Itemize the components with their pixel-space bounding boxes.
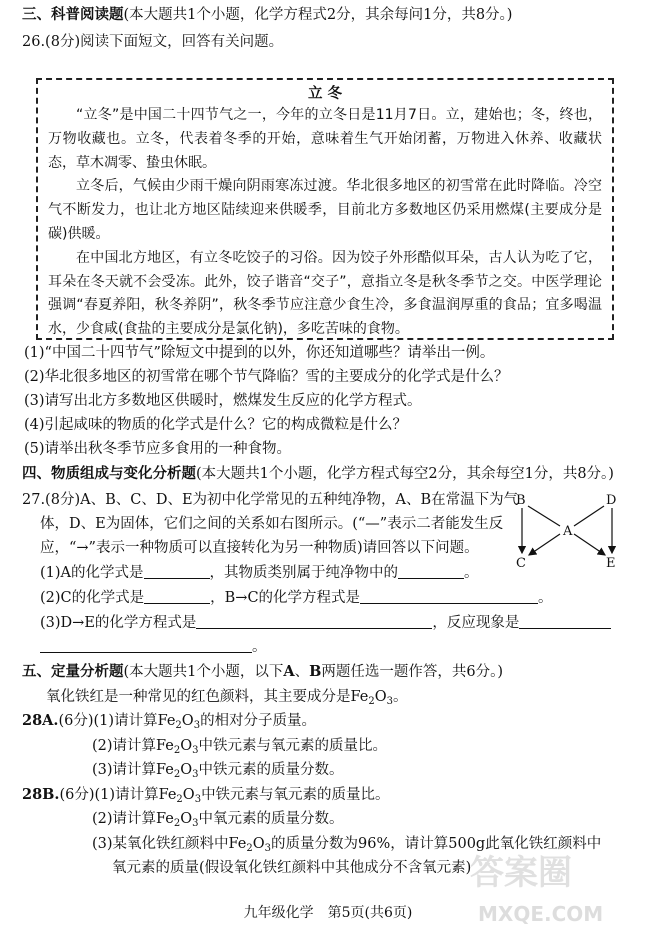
section-5-desc: 、 [294,664,310,680]
q27-part1 [40,564,479,582]
q28-intro [46,688,408,709]
section-5-option-a: A [283,663,295,680]
q28b-part1 [22,786,390,807]
formula-o: O [374,689,387,705]
subscript: 3 [194,794,202,805]
subscript: 3 [193,720,201,731]
q27-part3-text: 。 [252,639,267,655]
subscript: 2 [173,818,181,829]
q28-intro-text: 。 [393,689,408,705]
q28a-number: 28A. [22,712,59,729]
q27-line: 体，D、E为固体，它们之间的关系如右图所示。(“—”表示二者能发生反 [40,516,504,532]
section-4-title: 四、物质组成与变化分析题 [22,465,196,482]
node-D: D [606,493,617,508]
section-5-desc: 两题任选一题作答，共6分。) [321,664,504,680]
answer-blank[interactable] [519,614,611,629]
q27-line: 应，“→”表示一种物质可以直接转化为另一种物质)请回答以下问题。 [40,540,479,556]
section-4-heading [22,465,614,483]
q28a-text: (3)请计算Fe [92,762,174,778]
passage-title: 立 冬 [307,86,343,102]
q27-part3-cont [40,638,267,656]
subscript: 3 [192,745,199,756]
q27-part3-text: ，反应现象是 [432,615,520,631]
section-4-desc: (本大题共1个小题，化学方程式每空2分，其余每空1分，共8分。) [196,466,614,482]
section-5-heading [22,663,503,681]
q28a-text: 中铁元素的质量分数。 [198,762,344,778]
section-3-heading [22,6,512,24]
node-A: A [563,524,573,539]
subscript: 2 [175,720,182,731]
q28-intro-text: 氧化铁红是一种常见的红色颜料，其主要成分是Fe [46,689,369,705]
subscript: 3 [192,818,199,829]
subscript: 2 [246,843,253,854]
formula-o: O [252,836,265,852]
formula-o: O [180,738,193,754]
subscript: 3 [386,696,393,707]
subscript: 2 [368,696,375,707]
q28b-part2 [92,810,344,831]
q28a-part3 [92,761,344,782]
subscript: 2 [173,769,181,780]
answer-blank[interactable] [196,614,432,629]
formula-o: O [180,762,193,778]
q26-question: (3)请写出北方多数地区供暖时，燃煤发生反应的化学方程式。 [24,393,422,409]
subscript: 2 [176,794,183,805]
q28a-text: (6分)(1)请计算Fe [58,713,176,729]
reading-passage-box [36,78,614,340]
answer-blank[interactable] [360,589,538,604]
formula-o: O [181,713,194,729]
q26-head: 26.(8分)阅读下面短文，回答有关问题。 [22,34,284,50]
q28a-text: 的相对分子质量。 [200,713,317,729]
answer-blank[interactable] [144,564,210,579]
watermark-logo: 答案圈 [470,853,572,893]
section-5-desc: (本大题共1个小题，以下 [123,664,284,680]
section-3-desc: (本大题共1个小题，化学方程式2分，其余每问1分，共8分。) [123,7,513,23]
q28a-part1 [22,712,316,733]
q26-question: (5)请举出秋冬季节应多食用的一种食物。 [24,441,292,457]
passage-paragraph: “立冬”是中国二十四节气之一，今年的立冬日是11月7日。立，建始也；冬，终也，万物收藏也。立冬，代表着冬季的开始，意味着生气开始闭蓄，万物进入休养、收藏状态，草木凋零、蛰虫休眠。 [48,107,602,171]
arrow-a-to-e [574,534,605,555]
watermark-url: MXQE.COM [478,902,604,926]
page-footer: 九年级化学 第5页(共6页) [243,905,413,921]
subscript: 3 [264,843,272,854]
passage-paragraph: 立冬后，气候由少雨干燥向阴雨寒冻过渡。华北很多地区的初雪常在此时降临。冷空气不断发力，也让北方地区陆续迎来供暖季，目前北方多数地区仍采用燃煤(主要成分是碳)供暖。 [48,178,602,242]
q27-part2-text: ，B→C的化学方程式是 [210,590,361,606]
q27-part3-text: (3)D→E的化学方程式是 [40,615,197,631]
q28a-text: (2)请计算Fe [92,738,174,754]
q27-line: 27.(8分)A、B、C、D、E为初中化学常见的五种纯净物，A、B在常温下为气 [22,492,519,508]
q28a-text: 中铁元素与氧元素的质量比。 [198,738,388,754]
subscript: 2 [173,745,181,756]
q27-part3 [40,614,611,632]
section-5-option-b: B [309,663,322,680]
formula-o: O [182,787,195,803]
q28a-part2 [92,737,387,758]
link-b-a [528,506,560,526]
q28b-text: (3)某氧化铁红颜料中Fe [92,836,247,852]
q28b-text: 中铁元素与氧元素的质量比。 [201,787,390,803]
q28b-part3-cont: 氧元素的质量(假设氧化铁红颜料中其他成分不含氧元素) [112,860,472,876]
section-3-title: 三、科普阅读题 [22,6,124,23]
q28b-text: 的质量分数为96%，请计算500g此氧化铁红颜料中 [271,836,602,852]
passage-paragraph: 在中国北方地区，有立冬吃饺子的习俗。因为饺子外形酷似耳朵，古人认为吃了它，耳朵在冬天就不会受冻。此外，饺子谐音“交子”，意指立冬是秋冬季节之交。中医学理论强调“春夏养阳，秋冬养阴”，秋冬季节应注意少食生冷，多食温润厚重的食品；宜多喝温水，少食咸(食盐的主要成分是氯化钠)，多吃苦味的食物。 [48,249,602,338]
q27-part1-text: (1)A的化学式是 [40,565,144,581]
q26-question: (1)“中国二十四节气”除短文中提到的以外，你还知道哪些？请举出一例。 [24,345,495,361]
q28b-text: (2)请计算Fe [92,811,174,827]
q26-question: (2)华北很多地区的初雪常在哪个节气降临？雪的主要成分的化学式是什么？ [24,369,509,385]
q27-part1-text: 。 [464,565,479,581]
formula-o: O [180,811,193,827]
node-B: B [516,493,526,508]
arrow-a-to-c [529,534,560,555]
q27-part2-text: 。 [538,590,553,606]
node-C: C [516,556,526,571]
q27-part2-text: (2)C的化学式是 [40,590,145,606]
q28b-text: 中氧元素的质量分数。 [198,811,344,827]
subscript: 3 [192,769,199,780]
q28b-text: (6分)(1)请计算Fe [59,787,177,803]
answer-blank[interactable] [40,638,252,653]
q28b-number: 28B. [22,786,60,803]
link-d-a [574,506,604,526]
q26-question: (4)引起咸味的物质的化学式是什么？它的构成微粒是什么？ [24,417,408,433]
answer-blank[interactable] [144,589,210,604]
answer-blank[interactable] [398,564,464,579]
node-E: E [606,556,616,571]
relationship-diagram [508,490,626,572]
q27-part2 [40,589,553,607]
section-5-title: 五、定量分析题 [22,663,124,680]
q27-part1-text: ，其物质类别属于纯净物中的 [209,565,399,581]
